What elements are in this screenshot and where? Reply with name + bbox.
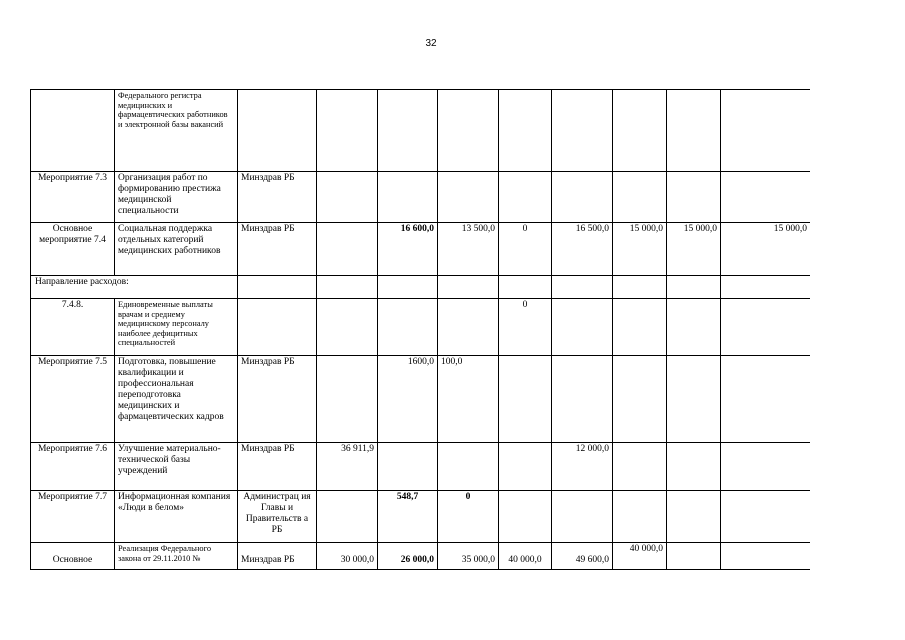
budget-table-sheet: [30, 89, 810, 570]
value-cell: [552, 299, 613, 356]
value-cell: [667, 443, 721, 491]
value-cell: [721, 491, 811, 543]
row-label: Основное мероприятие 7.4: [31, 223, 115, 276]
value-cell: [667, 543, 721, 571]
row-description: Организация работ по формированию престижа медицинской специальности: [115, 172, 238, 223]
row-description: Социальная поддержка отдельных категорий медицинских работников: [115, 223, 238, 276]
empty-cell: [721, 276, 811, 299]
row-label: Мероприятие 7.6: [31, 443, 115, 491]
value-cell: [378, 172, 438, 223]
value-cell: [721, 356, 811, 443]
empty-cell: [317, 276, 378, 299]
budget-table: [30, 89, 810, 570]
table-row: [31, 443, 811, 491]
empty-cell: [552, 276, 613, 299]
value-cell: [667, 172, 721, 223]
value-cell: [613, 172, 667, 223]
row-description: Улучшение материально-технической базы учреждений: [115, 443, 238, 491]
value-cell: [499, 90, 552, 172]
value-cell: 15 000,0: [721, 223, 811, 276]
row-description: Федерального регистра медицинских и фармацевтических работников и электронной базы вакансий: [115, 90, 238, 172]
value-cell: 36 911,9: [317, 443, 378, 491]
empty-cell: [667, 276, 721, 299]
value-cell: 548,7: [378, 491, 438, 543]
value-cell: 12 000,0: [552, 443, 613, 491]
value-cell: [552, 90, 613, 172]
row-executor: Минздрав РБ: [238, 223, 317, 276]
value-cell: [552, 356, 613, 443]
empty-cell: [238, 276, 317, 299]
row-description: Информационная компания «Люди в белом»: [115, 491, 238, 543]
value-cell: [552, 172, 613, 223]
row-label: Основное: [31, 543, 115, 571]
value-cell: [721, 543, 811, 571]
value-cell: 26 000,0: [378, 543, 438, 571]
value-cell: [552, 491, 613, 543]
row-label: [31, 90, 115, 172]
value-cell: [438, 299, 499, 356]
value-cell: 40 000,0: [613, 543, 667, 571]
value-cell: 35 000,0: [438, 543, 499, 571]
value-cell: [613, 90, 667, 172]
value-cell: [317, 356, 378, 443]
row-executor: Минздрав РБ: [238, 543, 317, 571]
value-cell: [667, 491, 721, 543]
table-row: [31, 223, 811, 276]
row-executor: Минздрав РБ: [238, 356, 317, 443]
value-cell: [317, 90, 378, 172]
value-cell: [378, 90, 438, 172]
value-cell: [613, 356, 667, 443]
value-cell: 0: [438, 491, 499, 543]
value-cell: [378, 299, 438, 356]
empty-cell: [378, 276, 438, 299]
row-executor: Администрац ия Главы и Правительств а РБ: [238, 491, 317, 543]
row-executor: Минздрав РБ: [238, 172, 317, 223]
value-cell: [499, 172, 552, 223]
value-cell: [438, 90, 499, 172]
value-cell: [613, 491, 667, 543]
row-description: Единовременные выплаты врачам и среднему медицинскому персоналу наиболее дефицитных специальностей: [115, 299, 238, 356]
value-cell: [378, 443, 438, 491]
table-row: [31, 356, 811, 443]
value-cell: [667, 299, 721, 356]
value-cell: 0: [499, 299, 552, 356]
table-row: [31, 491, 811, 543]
row-description: Реализация Федерального закона от 29.11.2010 №: [115, 543, 238, 571]
empty-cell: [438, 276, 499, 299]
value-cell: [499, 443, 552, 491]
value-cell: [438, 172, 499, 223]
value-cell: [721, 443, 811, 491]
empty-cell: [499, 276, 552, 299]
value-cell: 15 000,0: [613, 223, 667, 276]
value-cell: [499, 491, 552, 543]
value-cell: 30 000,0: [317, 543, 378, 571]
table-row: [31, 90, 811, 172]
value-cell: [613, 443, 667, 491]
value-cell: 49 600,0: [552, 543, 613, 571]
row-label: Мероприятие 7.5: [31, 356, 115, 443]
value-cell: [721, 299, 811, 356]
value-cell: [438, 443, 499, 491]
table-row: [31, 299, 811, 356]
value-cell: [667, 356, 721, 443]
value-cell: [721, 90, 811, 172]
value-cell: [613, 299, 667, 356]
section-heading: Направление расходов:: [31, 276, 238, 299]
value-cell: 100,0: [438, 356, 499, 443]
value-cell: [721, 172, 811, 223]
value-cell: 15 000,0: [667, 223, 721, 276]
value-cell: 1600,0: [378, 356, 438, 443]
value-cell: [317, 491, 378, 543]
value-cell: [499, 356, 552, 443]
page-number: 32: [425, 38, 437, 49]
table-row: [31, 172, 811, 223]
row-executor: [238, 90, 317, 172]
value-cell: [667, 90, 721, 172]
empty-cell: [613, 276, 667, 299]
table-row: [31, 543, 811, 571]
value-cell: 16 500,0: [552, 223, 613, 276]
row-label: Мероприятие 7.3: [31, 172, 115, 223]
section-row: [31, 276, 811, 299]
value-cell: [317, 172, 378, 223]
value-cell: 40 000,0: [499, 543, 552, 571]
value-cell: [317, 223, 378, 276]
value-cell: 13 500,0: [438, 223, 499, 276]
value-cell: 16 600,0: [378, 223, 438, 276]
row-description: Подготовка, повышение квалификации и профессиональная переподготовка медицинских и фармацевтических кадров: [115, 356, 238, 443]
row-label: Мероприятие 7.7: [31, 491, 115, 543]
table-bottom-edge: [30, 569, 810, 570]
value-cell: 0: [499, 223, 552, 276]
row-executor: Минздрав РБ: [238, 443, 317, 491]
row-executor: [238, 299, 317, 356]
value-cell: [317, 299, 378, 356]
row-label: 7.4.8.: [31, 299, 115, 356]
